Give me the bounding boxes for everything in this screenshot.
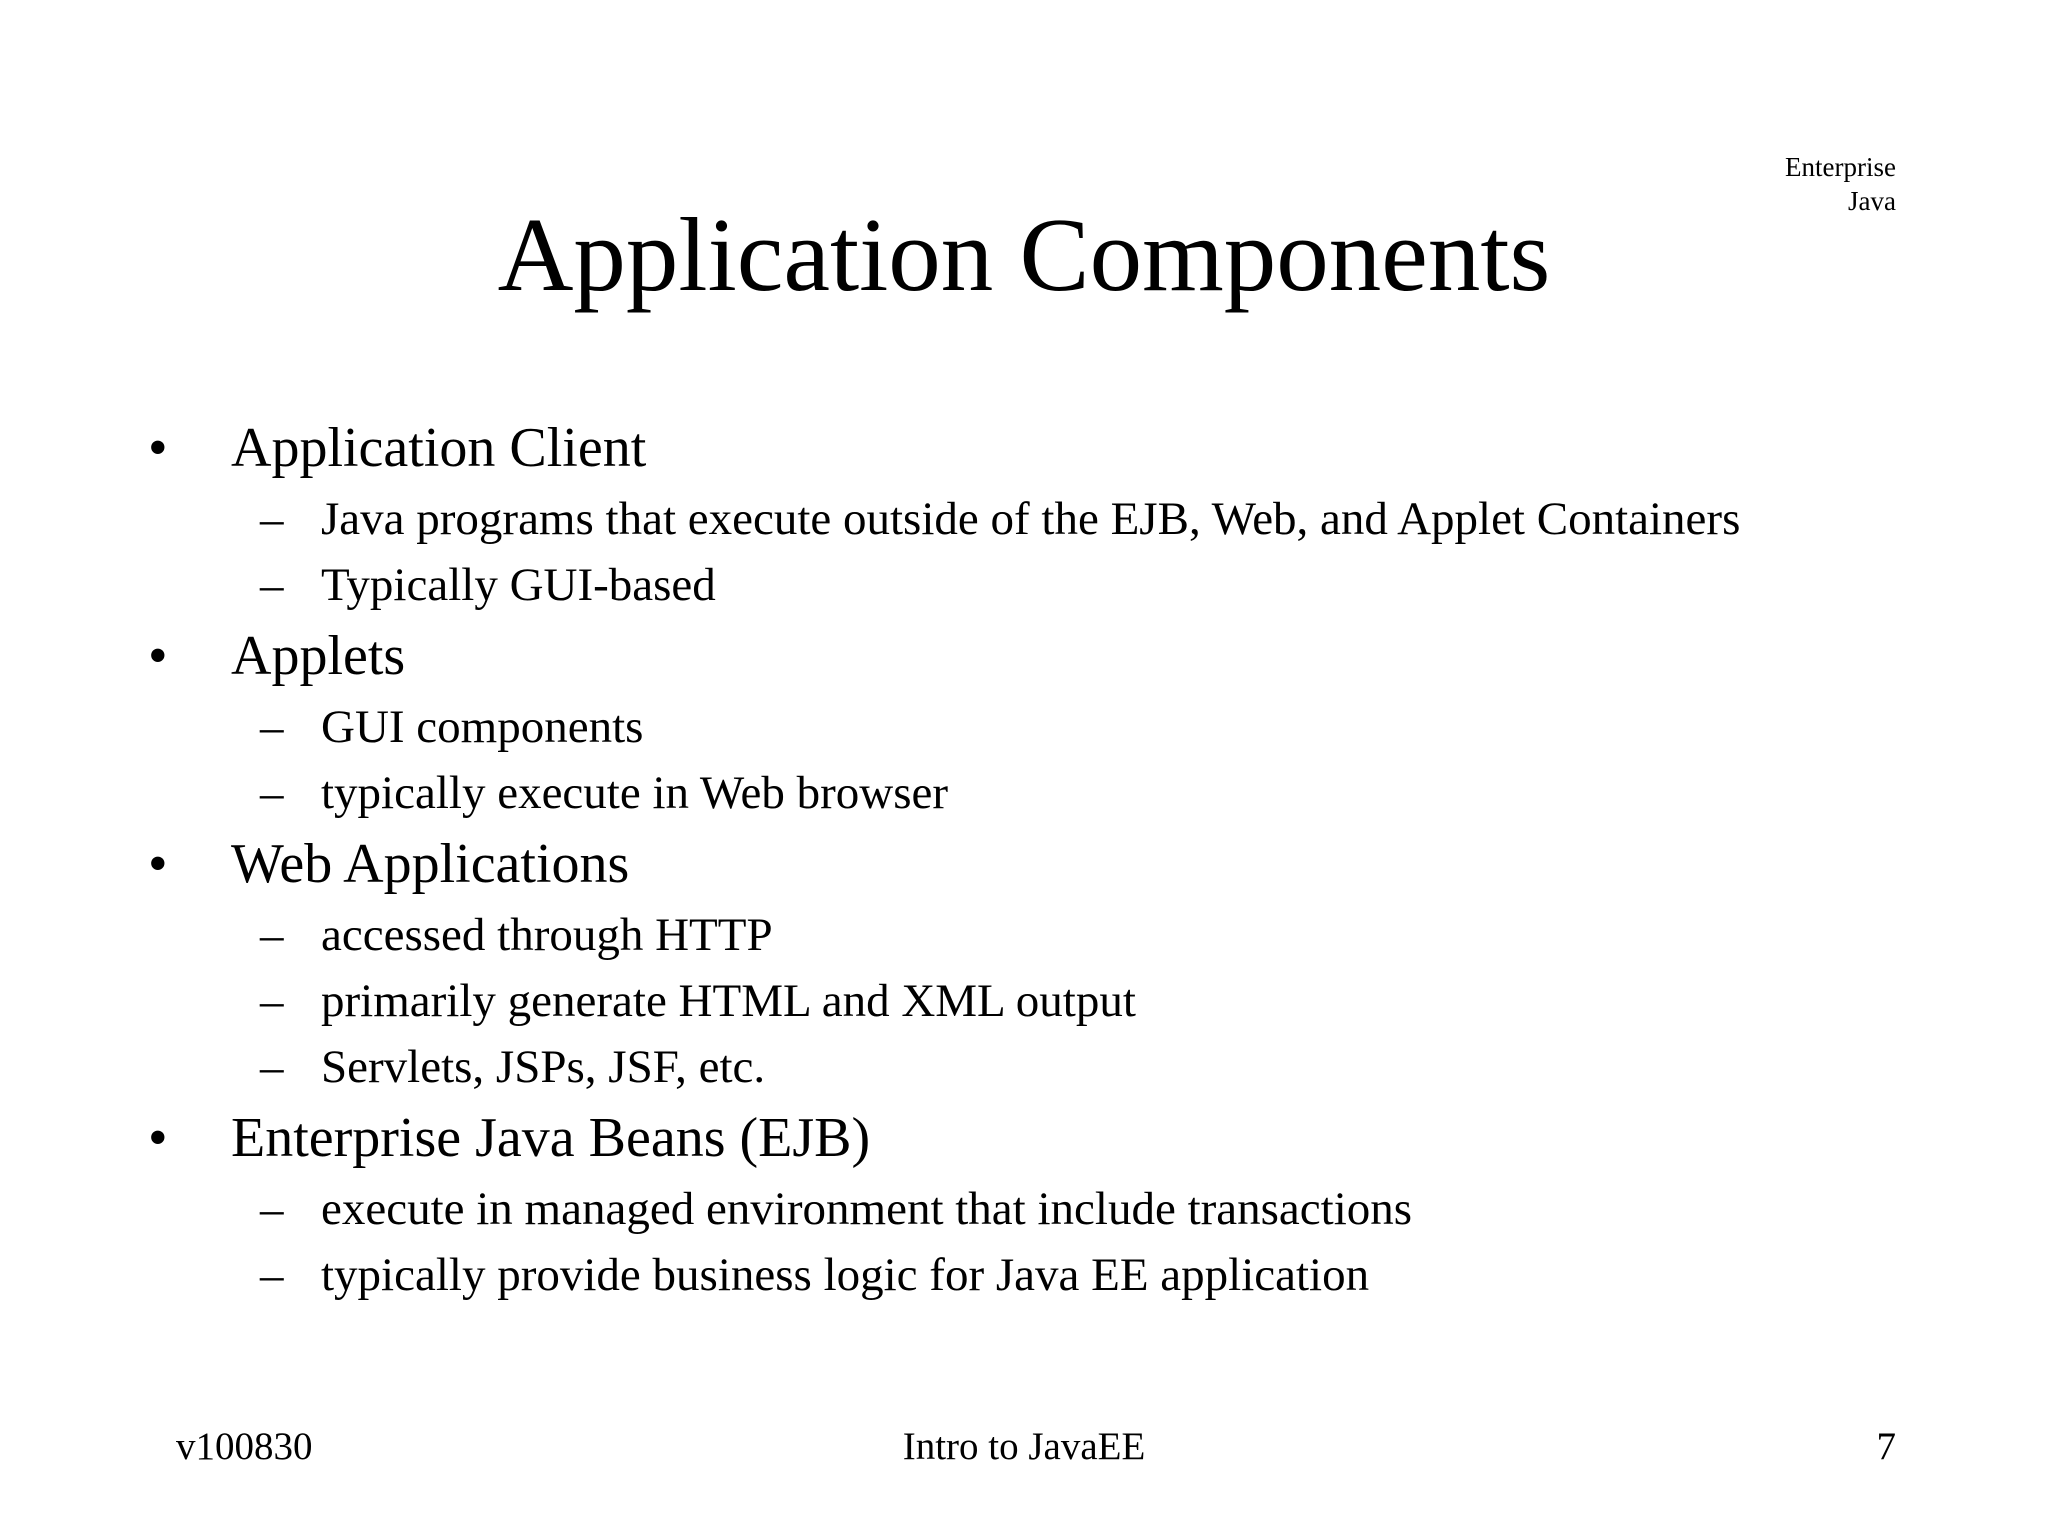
bullet-text: Enterprise Java Beans (EJB) [231, 1107, 871, 1169]
sub-text: accessed through HTTP [321, 909, 773, 961]
sub-marker: – [260, 909, 284, 961]
sub-text: GUI components [321, 701, 644, 753]
bullet-marker: • [148, 417, 168, 479]
sub-marker: – [260, 493, 284, 545]
bullet-text: Application Client [231, 417, 647, 479]
sub-item [148, 694, 1948, 760]
slide-title: Application Components [497, 196, 1551, 313]
sub-text: Typically GUI-based [321, 559, 716, 611]
bullet-marker: • [148, 833, 168, 895]
bullet-item [148, 826, 1948, 902]
sub-marker: – [260, 559, 284, 611]
footer-course-title: Intro to JavaEE [902, 1425, 1146, 1468]
sub-text: Java programs that execute outside of the EJB, Web, and Applet Containers [321, 493, 1741, 545]
bullet-marker: • [148, 1107, 168, 1169]
corner-label-line-1: Enterprise [1785, 152, 1896, 182]
bullet-list [148, 410, 1948, 1308]
sub-list [148, 486, 1948, 618]
sub-item [148, 968, 1948, 1034]
bullet-marker: • [148, 625, 168, 687]
bullet-item [148, 618, 1948, 694]
sub-text: execute in managed environment that include transactions [321, 1183, 1413, 1235]
sub-item [148, 1034, 1948, 1100]
bullet-item [148, 1100, 1948, 1176]
sub-text: Servlets, JSPs, JSF, etc. [321, 1041, 766, 1093]
sub-item [148, 552, 1948, 618]
sub-item [148, 902, 1948, 968]
sub-list [148, 694, 1948, 826]
footer-version: v100830 [176, 1425, 313, 1468]
sub-item [148, 760, 1948, 826]
bullet-item [148, 410, 1948, 486]
sub-list [148, 1176, 1948, 1308]
sub-marker: – [260, 975, 284, 1027]
sub-marker: – [260, 1183, 284, 1235]
sub-marker: – [260, 1249, 284, 1301]
bullet-text: Applets [231, 625, 406, 687]
sub-item [148, 1242, 1948, 1308]
sub-item [148, 1176, 1948, 1242]
footer-page-number: 7 [1876, 1425, 1896, 1468]
sub-marker: – [260, 701, 284, 753]
sub-text: primarily generate HTML and XML output [321, 975, 1136, 1027]
corner-label-line-2: Java [1848, 186, 1896, 216]
sub-marker: – [260, 1041, 284, 1093]
sub-text: typically provide business logic for Java EE application [321, 1249, 1370, 1301]
bullet-text: Web Applications [231, 833, 630, 895]
sub-text: typically execute in Web browser [321, 767, 949, 819]
sub-item [148, 486, 1948, 552]
sub-marker: – [260, 767, 284, 819]
sub-list [148, 902, 1948, 1100]
